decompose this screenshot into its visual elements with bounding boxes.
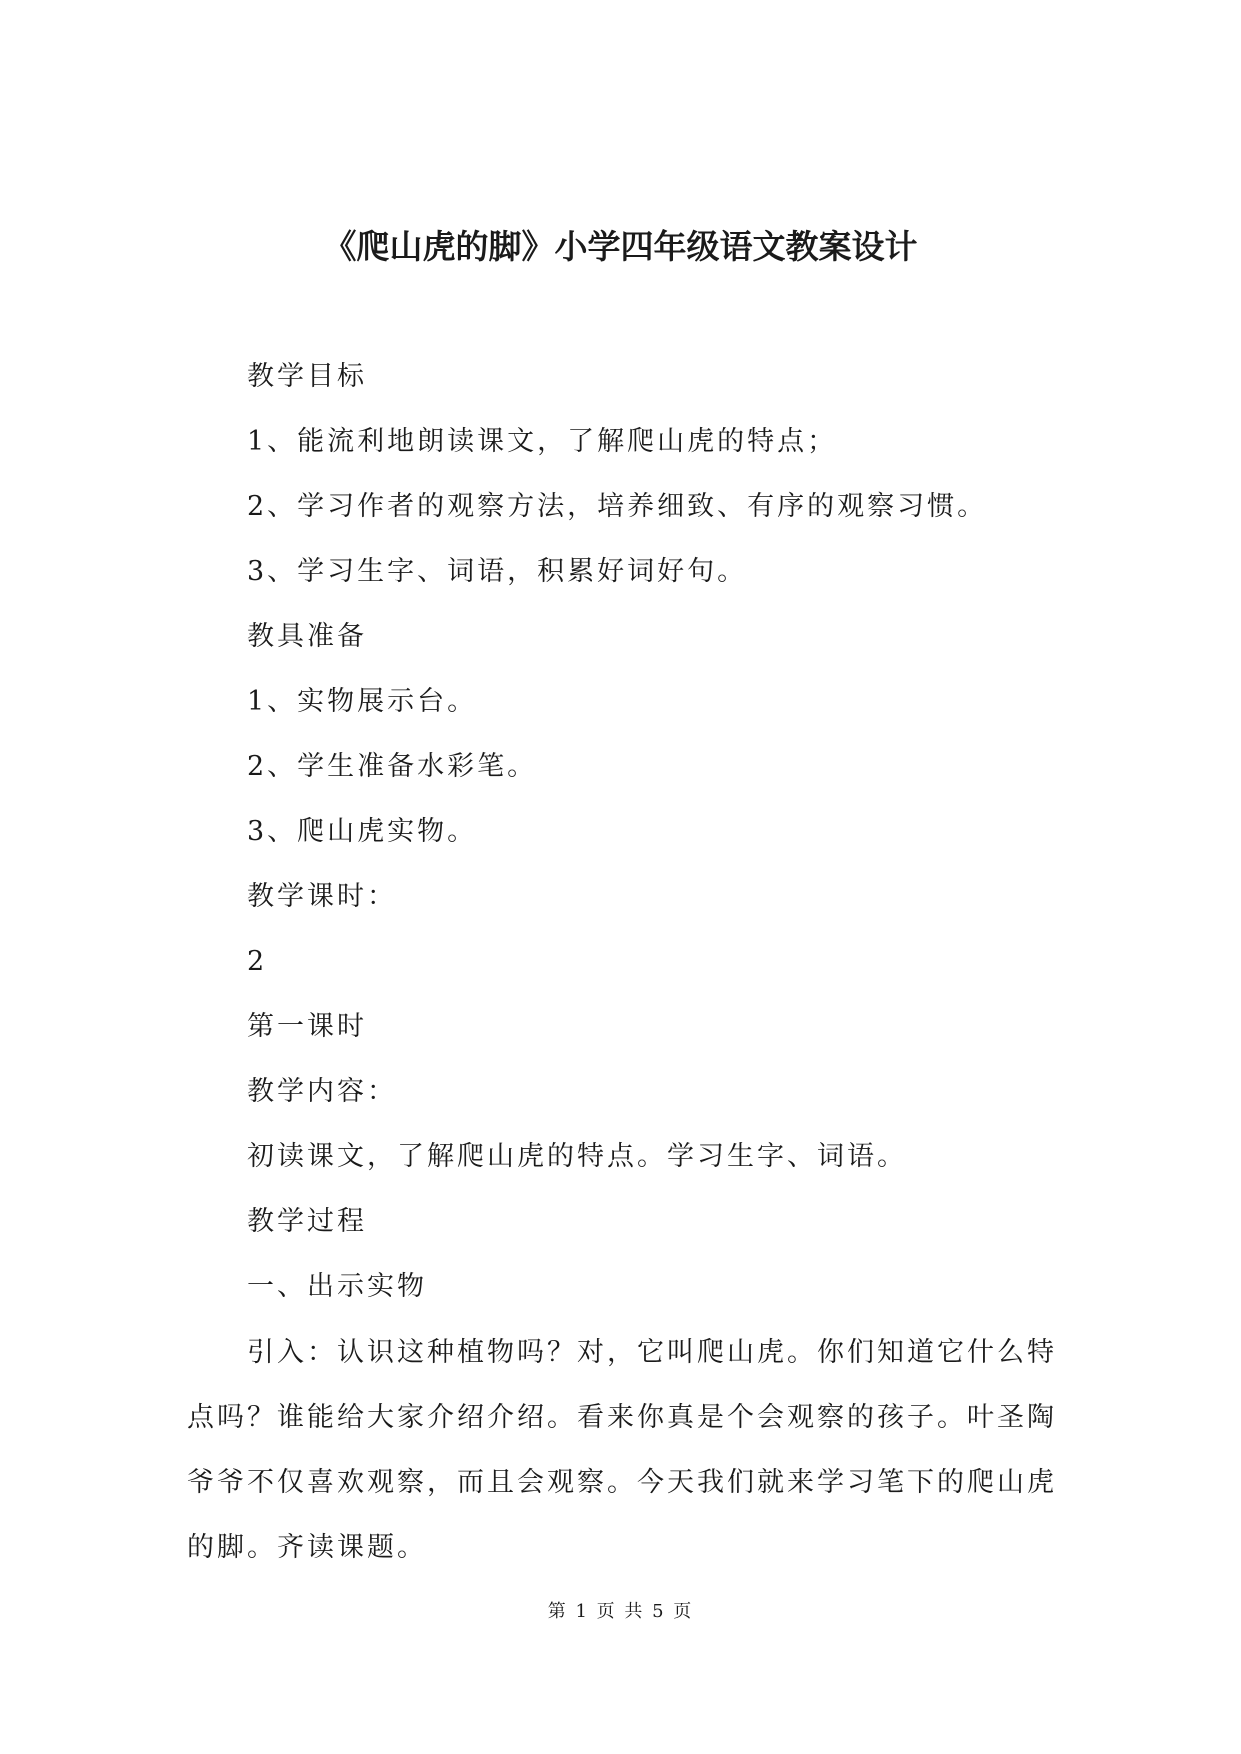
process-step-1: 一、出示实物 <box>247 1271 427 1302</box>
aid-item-3: 3、爬山虎实物。 <box>247 816 478 847</box>
section-heading-teaching-content: 教学内容： <box>247 1076 397 1107</box>
section-heading-first-lesson: 第一课时 <box>247 1011 367 1042</box>
section-heading-teaching-aids: 教具准备 <box>247 621 367 652</box>
document-title: 《爬山虎的脚》小学四年级语文教案设计 <box>323 227 918 266</box>
section-heading-class-hours: 教学课时： <box>247 881 397 912</box>
goal-item-2: 2、学习作者的观察方法，培养细致、有序的观察习惯。 <box>247 491 988 522</box>
intro-paragraph: 引入：认识这种植物吗？对，它叫爬山虎。你们知道它什么特点吗？谁能给大家介绍介绍。看来你真是个会观察的孩子。叶圣陶爷爷不仅喜欢观察，而且会观察。今天我们就来学习笔下的爬山虎的脚。齐读课题。 <box>187 1337 1057 1563</box>
page-footer: 第 1 页 共 5 页 <box>547 1601 694 1622</box>
section-heading-teaching-process: 教学过程 <box>247 1206 367 1237</box>
class-hours-value: 2 <box>247 946 268 977</box>
goal-item-3: 3、学习生字、词语，积累好词好句。 <box>247 556 748 587</box>
section-heading-teaching-goals: 教学目标 <box>247 361 367 392</box>
teaching-content-text: 初读课文，了解爬山虎的特点。学习生字、词语。 <box>247 1141 907 1172</box>
aid-item-2: 2、学生准备水彩笔。 <box>247 751 538 782</box>
goal-item-1: 1、能流利地朗读课文，了解爬山虎的特点； <box>247 426 838 457</box>
aid-item-1: 1、实物展示台。 <box>247 686 478 717</box>
